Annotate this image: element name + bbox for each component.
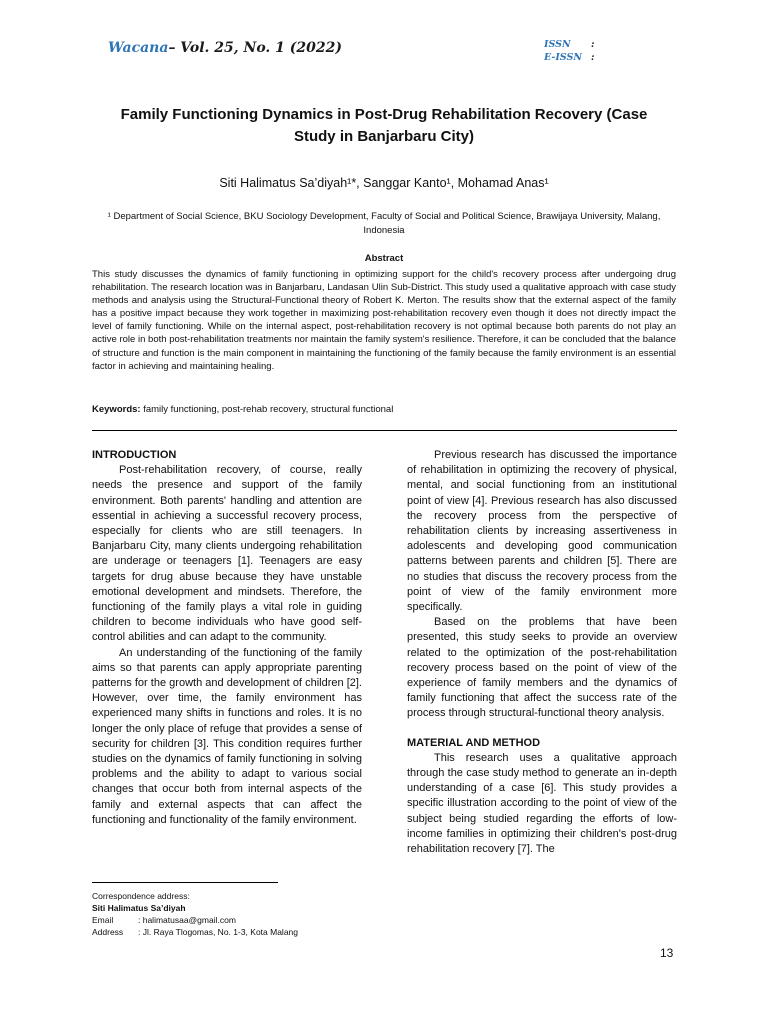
keywords-text: family functioning, post-rehab recovery, structural functional bbox=[140, 404, 394, 415]
intro-paragraph-2: An understanding of the functioning of the family aims so that parents can apply appropriate parenting patterns for the growth and development of children [2]. However, over time, the family environment has experienced many shifts in functions and roles. It is no longer the only place of refuge that provides a sense of security for children [3]. This condition requires further studies on the dynamics of family functioning in solving problems and the ability to adapt to various social changes that occur both from internal aspects of the family and external aspects that can affect the functioning and functionality of the family environment. bbox=[92, 646, 362, 826]
intro-paragraph-3: Previous research has discussed the importance of rehabilitation in optimizing the recovery of physical, mental, and social functioning from an institutional point of view [4]. Previous research has also discussed the recovery process from the perspective of rehabilitation clients by increasing assertiveness in adolescents and developing good communication patterns between parents and children [5]. There are no studies that discuss the recovery process from the point of view of the family environment more specifically. bbox=[407, 449, 677, 614]
introduction-heading: INTRODUCTION bbox=[92, 449, 177, 461]
page-number: 13 bbox=[660, 946, 674, 960]
left-column bbox=[92, 448, 362, 828]
abstract-text: This study discusses the dynamics of family functioning in optimizing support for the child's recovery process after undergoing drug rehabilitation. The research location was in Banjarbaru, Landasan Ulin Sub-District. This study used a qualitative approach with case study methods and analysis using the Structural-Functional theory of Robert K. Merton. The results show that the external aspect of the family has a positive impact because they work together in maximizing post-rehabilitation recovery even though it does not directly impact the level of family functioning. While on the internal aspect, post-rehabilitation recovery is not optimal because both parents do not play an active role in both post-rehabilitation treatments nor maintain the family system's resilience. Therefore, it can be concluded that the balance of structure and function is the main component in maintaining the functioning of the family because the family environment is an essential factor in achieving and maintaining healing. bbox=[92, 269, 676, 372]
eissn-value: : bbox=[591, 52, 595, 63]
intro-paragraph-4: Based on the problems that have been presented, this study seeks to provide an overview related to the optimization of the post-rehabilitation recovery process based on the point of view of the experience of family members and the dynamics of family functioning that affect the success rate of the process through structural-functional theory analysis. bbox=[407, 616, 677, 720]
keywords bbox=[92, 404, 676, 415]
email-value: : halimatusaa@gmail.com bbox=[138, 915, 236, 925]
journal-name: Wacana bbox=[108, 40, 169, 56]
address-value: : Jl. Raya Tlogomas, No. 1-3, Kota Malang bbox=[138, 927, 299, 937]
eissn-label: E-ISSN bbox=[544, 52, 582, 63]
footnote-divider bbox=[92, 882, 278, 883]
issn-value: : bbox=[591, 39, 595, 50]
paper-title: Family Functioning Dynamics in Post-Drug Rehabilitation Recovery (Case Study in Banjarbaru City) bbox=[120, 106, 648, 145]
issn-block bbox=[544, 38, 595, 64]
email-label: Email bbox=[92, 915, 114, 925]
journal-header bbox=[108, 40, 342, 56]
method-paragraph-1: This research uses a qualitative approach through the case study method to generate an in-depth understanding of a case [6]. This study provides a specific illustration according to the point of view of the subject being studied regarding the efforts of low-income families in optimizing their children's post-drug rehabilitation recovery [7]. The bbox=[407, 751, 677, 856]
method-heading: MATERIAL AND METHOD bbox=[407, 736, 541, 749]
section-divider bbox=[92, 430, 677, 431]
affiliation: ¹ Department of Social Science, BKU Sociology Development, Faculty of Social and Political Science, Brawijaya University, Malang, Indonesia bbox=[107, 211, 661, 236]
correspondence-label: Correspondence address: bbox=[92, 891, 190, 901]
issn-label: ISSN bbox=[544, 39, 571, 50]
correspondence-name: Siti Halimatus Sa’diyah bbox=[92, 903, 186, 913]
keywords-label: Keywords: bbox=[92, 404, 141, 415]
journal-volume: – Vol. 25, No. 1 (2022) bbox=[168, 40, 342, 56]
authors: Siti Halimatus Sa’diyah¹*, Sanggar Kanto¹, Mohamad Anas¹ bbox=[219, 176, 549, 190]
paragraph-gap bbox=[407, 722, 677, 736]
correspondence-footnote bbox=[92, 890, 298, 938]
right-column bbox=[407, 448, 677, 857]
abstract-heading: Abstract bbox=[364, 253, 404, 264]
intro-paragraph-1: Post-rehabilitation recovery, of course, really needs the presence and support of the family environment. Both parents' handling and attention are essential in achieving a successful recovery process, especially for clients who are still teenagers. In Banjarbaru City, many clients undergoing rehabilitation are underage or teenagers [1]. Teenagers are easy targets for drug abuse because they have unstable emotional development and mindsets. Therefore, the functioning of the family plays a vital role in guiding children to become individuals who have good self-control abilities and can adapt to the community. bbox=[92, 464, 362, 644]
address-label: Address bbox=[92, 927, 124, 937]
